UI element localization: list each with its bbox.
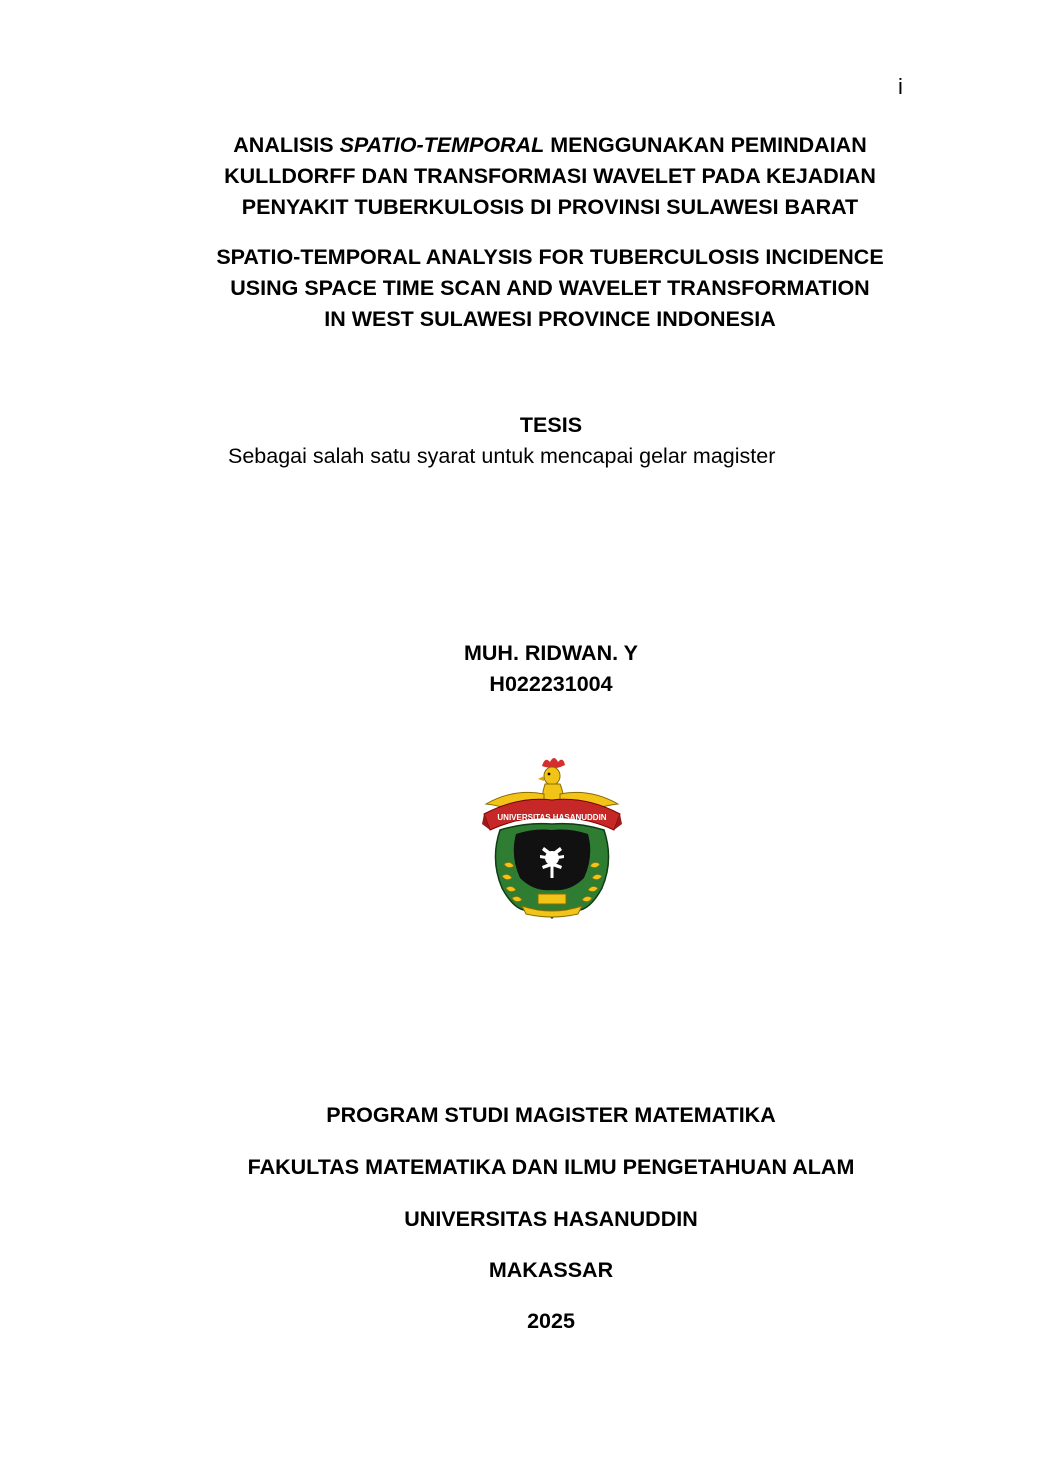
svg-text:UNIVERSITAS HASANUDDIN: UNIVERSITAS HASANUDDIN	[497, 813, 607, 822]
footer-faculty: FAKULTAS MATEMATIKA DAN ILMU PENGETAHUAN ALAM	[247, 1155, 855, 1179]
title-english-line-3: IN WEST SULAWESI PROVINCE INDONESIA	[324, 307, 776, 331]
page-number: i	[898, 74, 903, 99]
footer-year: 2025	[527, 1309, 575, 1333]
title-indonesian-line-1: ANALISIS SPATIO-TEMPORAL MENGGUNAKAN PEMINDAIAN	[233, 133, 867, 157]
author-name: MUH. RIDWAN. Y	[464, 641, 638, 665]
document-type-label: TESIS	[519, 413, 583, 437]
title-indonesian-line-2: KULLDORFF DAN TRANSFORMASI WAVELET PADA KEJADIAN	[224, 164, 876, 188]
footer-city: MAKASSAR	[488, 1258, 614, 1282]
author-student-id: H022231004	[489, 672, 613, 696]
title-english-line-1: SPATIO-TEMPORAL ANALYSIS FOR TUBERCULOSIS INCIDENCE	[216, 245, 884, 269]
university-crest-icon	[482, 754, 622, 922]
title-italic-term: SPATIO-TEMPORAL	[339, 133, 545, 157]
footer-university: UNIVERSITAS HASANUDDIN	[404, 1207, 698, 1231]
title-indonesian-line-3: PENYAKIT TUBERKULOSIS DI PROVINSI SULAWESI BARAT	[241, 195, 859, 219]
title-indonesian	[150, 130, 950, 223]
document-type-subtitle: Sebagai salah satu syarat untuk mencapai gelar magister	[228, 444, 776, 468]
title-english-line-2: USING SPACE TIME SCAN AND WAVELET TRANSFORMATION	[230, 276, 870, 300]
title-english	[150, 242, 950, 335]
footer-program: PROGRAM STUDI MAGISTER MATEMATIKA	[326, 1103, 776, 1127]
